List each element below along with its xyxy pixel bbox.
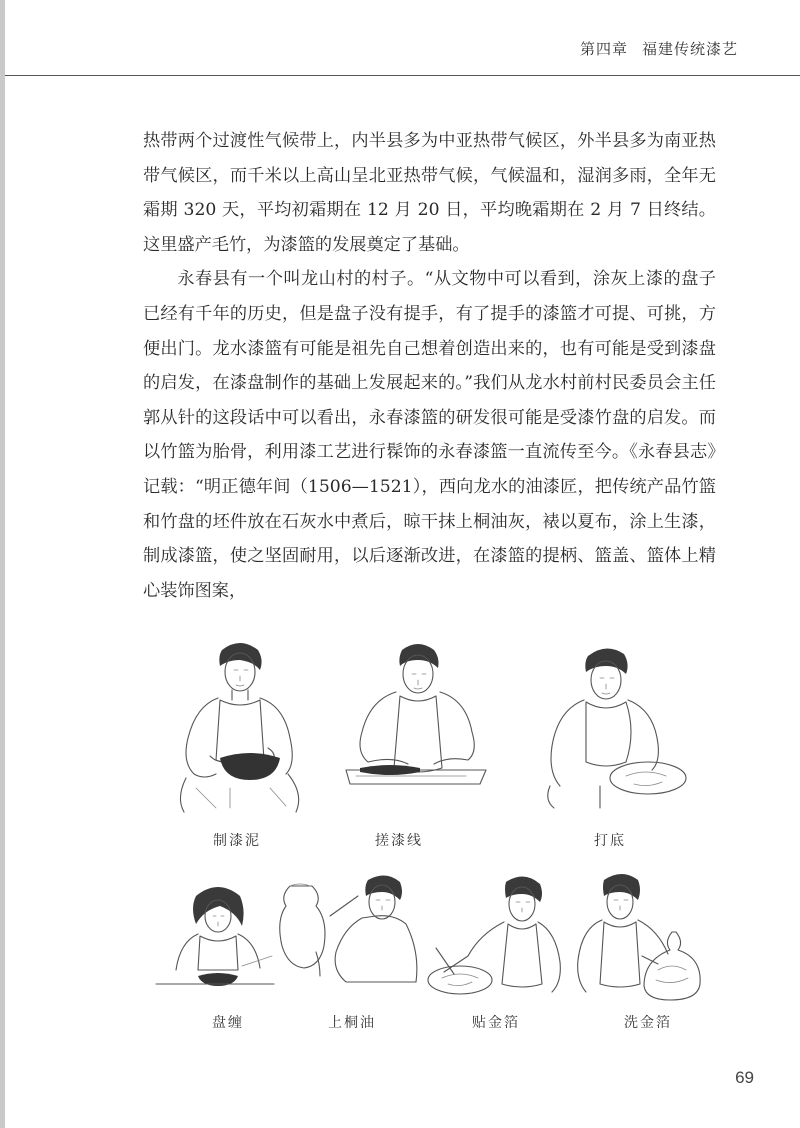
illustration-coiling [152, 880, 277, 995]
illustration-priming [530, 636, 690, 811]
illustration-making-lacquer-clay [160, 628, 310, 818]
illustration-applying-tung-oil [276, 866, 421, 991]
illustration-washing-gold-leaf [572, 866, 707, 1006]
chapter-number: 第四章 [579, 40, 628, 58]
chapter-title: 福建传统漆艺 [641, 40, 738, 58]
page-number: 69 [735, 1068, 754, 1087]
figure-caption: 打底 [594, 833, 626, 849]
figure-caption: 贴金箔 [472, 1015, 520, 1031]
figure-caption: 上桐油 [328, 1015, 376, 1031]
figure-caption: 搓漆线 [375, 833, 423, 849]
illustration-rolling-lacquer-thread [330, 634, 500, 804]
figure-caption: 制漆泥 [213, 833, 261, 849]
illustration-applying-gold-leaf [420, 868, 565, 1003]
paragraph: 永春县有一个叫龙山村的村子。“从文物中可以看到，涂灰上漆的盘子已经有千年的历史，但是盘子没有提手，有了提手的漆篮才可提、可挑，方便出门。龙水漆篮有可能是祖先自己想着创造出来的，也有可能是受到漆盘的启发，在漆盘制作的基础上发展起来的。”我们从龙水村前村民委员会主任郭从针的这段话中可以看出，永春漆篮的研发很可能是受漆竹盘的启发。而以竹篮为胎骨，利用漆工艺进行髹饰的永春漆篮一直流传至今。《永春县志》记载：“明正德年间（1506—1521），西向龙水的油漆匠，把传统产品竹篮和竹盘的坯件放在石灰水中煮后，晾干抹上桐油灰，裱以夏布，涂上生漆，制成漆篮，使之坚固耐用，以后逐渐改进，在漆篮的提柄、篮盖、篮体上精心装饰图案， [143, 269, 716, 601]
figure-caption: 盘缠 [212, 1015, 244, 1031]
figure-caption: 洗金箔 [624, 1015, 672, 1031]
paragraph: 热带两个过渡性气候带上，内半县多为中亚热带气候区，外半县多为南亚热带气候区，而千米以上高山呈北亚热带气候，气候温和，湿润多雨，全年无霜期 320 天，平均初霜期在 12 月 20 日，平均晚霜期在 2 月 7 日终结。这里盛产毛竹，为漆篮的发展奠定了基础。 [143, 131, 716, 255]
